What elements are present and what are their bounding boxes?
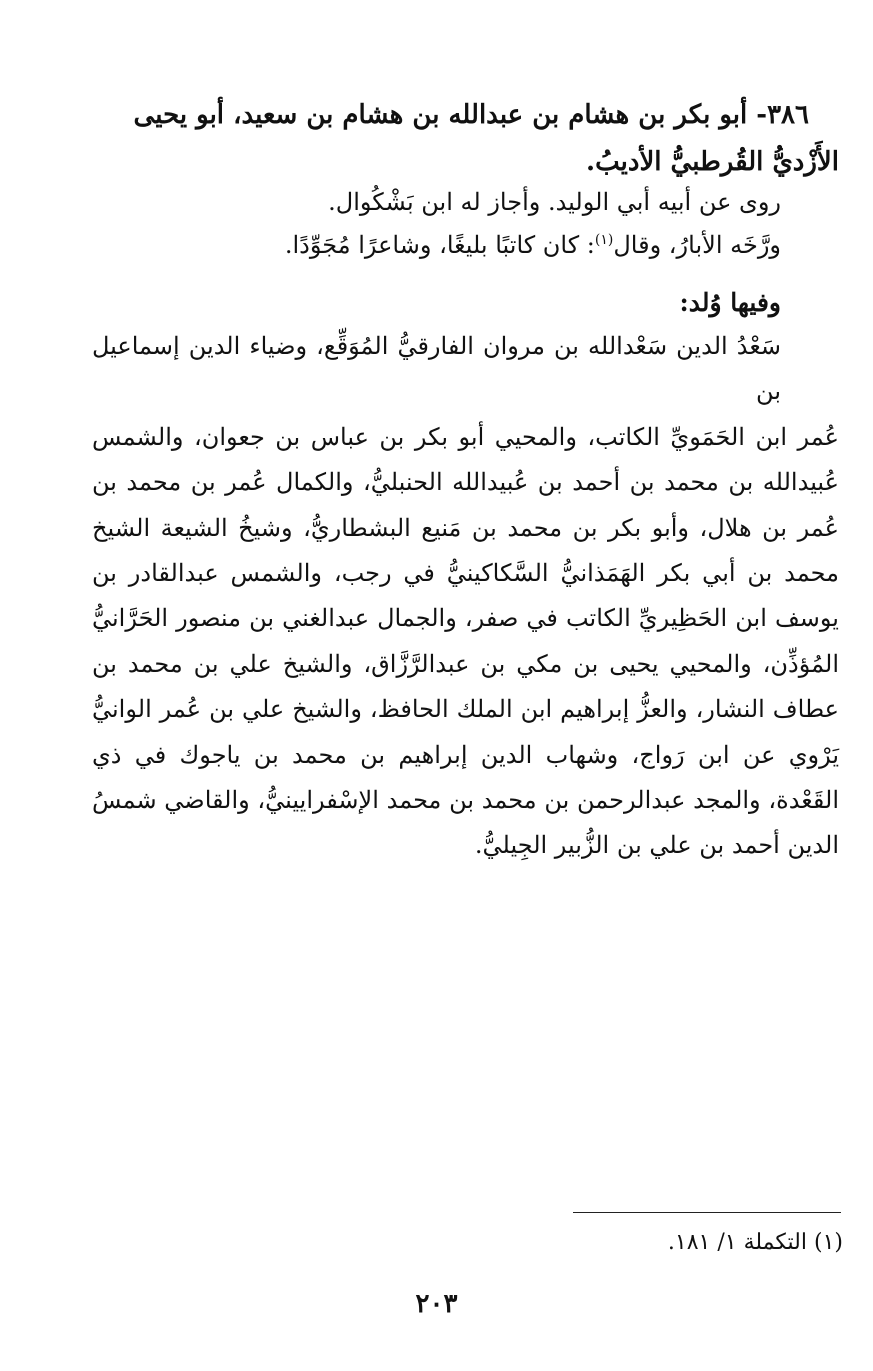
births-heading: وفيها وُلد: bbox=[679, 288, 781, 317]
births-line: عُمر بن هلال، وأبو بكر بن محمد بن مَنيع البشطاريُّ، وشيخُ الشيعة الشيخ bbox=[92, 513, 839, 542]
births-line: عُمر ابن الحَمَويِّ الكاتب، والمحيي أبو بكر بن عباس بن جعوان، والشمس bbox=[92, 422, 839, 451]
footnote-marker: (١) bbox=[813, 1230, 843, 1255]
births-line: القَعْدة، والمجد عبدالرحمن بن محمد بن محمد الإسْفرايينيُّ، والقاضي شمسُ bbox=[92, 786, 839, 815]
entry-heading bbox=[80, 92, 839, 186]
births-paragraph bbox=[92, 324, 839, 869]
footnote bbox=[668, 1226, 843, 1260]
births-line: محمد بن أبي بكر الهَمَذانيُّ السَّكاكينيُّ في رجب، والشمس عبدالقادر بن bbox=[92, 559, 839, 588]
footnote-reference: (١) bbox=[594, 232, 614, 248]
page-number: ٢٠٣ bbox=[415, 1289, 458, 1319]
entry-paragraph-2-after: : كان كاتبًا بليغًا، وشاعرًا مُجَوِّدًا. bbox=[284, 231, 595, 259]
births-line: يوسف ابن الحَظِيريِّ الكاتب في صفر، والجمال عبدالغني بن منصور الحَرَّانيُّ bbox=[92, 604, 839, 633]
footnote-text: التكملة ١/ ١٨١. bbox=[667, 1230, 807, 1255]
births-line: يَرْوي عن ابن رَواج، وشهاب الدين إبراهيم بن محمد بن ياجوك في ذي bbox=[92, 740, 839, 769]
births-line: المُؤذِّن، والمحيي يحيى بن مكي بن عبدالرَّزَّاق، والشيخ علي بن محمد بن bbox=[92, 649, 839, 678]
births-line: سَعْدُ الدين سَعْدالله بن مروان الفارقيُّ المُوَقِّع، وضياء الدين إسماعيل بن bbox=[92, 332, 781, 406]
births-line: الدين أحمد بن علي بن الزُّبير الجِيليُّ. bbox=[474, 831, 839, 860]
births-line: عُبيدالله بن محمد بن أحمد بن عُبيدالله الحنبليُّ، والكمال عُمر بن محمد بن bbox=[92, 468, 839, 497]
footnote-divider bbox=[573, 1212, 841, 1213]
entry-heading-line2: الأَزْديُّ القُرطبيُّ الأديبُ. bbox=[586, 147, 839, 177]
entry-heading-line1: ٣٨٦- أبو بكر بن هشام بن عبدالله بن هشام بن سعيد، أبو يحيى bbox=[133, 100, 809, 130]
entry-paragraph-2 bbox=[96, 223, 781, 268]
births-line: عطاف النشار، والعزُّ إبراهيم ابن الملك الحافظ، والشيخ علي بن عُمر الوانيُّ bbox=[92, 695, 839, 724]
entry-paragraph-1: روى عن أبيه أبي الوليد. وأجاز له ابن بَشْكُوال. bbox=[328, 188, 781, 216]
entry-paragraph-2-before: ورَّخَه الأبارُ، وقال bbox=[613, 231, 781, 259]
